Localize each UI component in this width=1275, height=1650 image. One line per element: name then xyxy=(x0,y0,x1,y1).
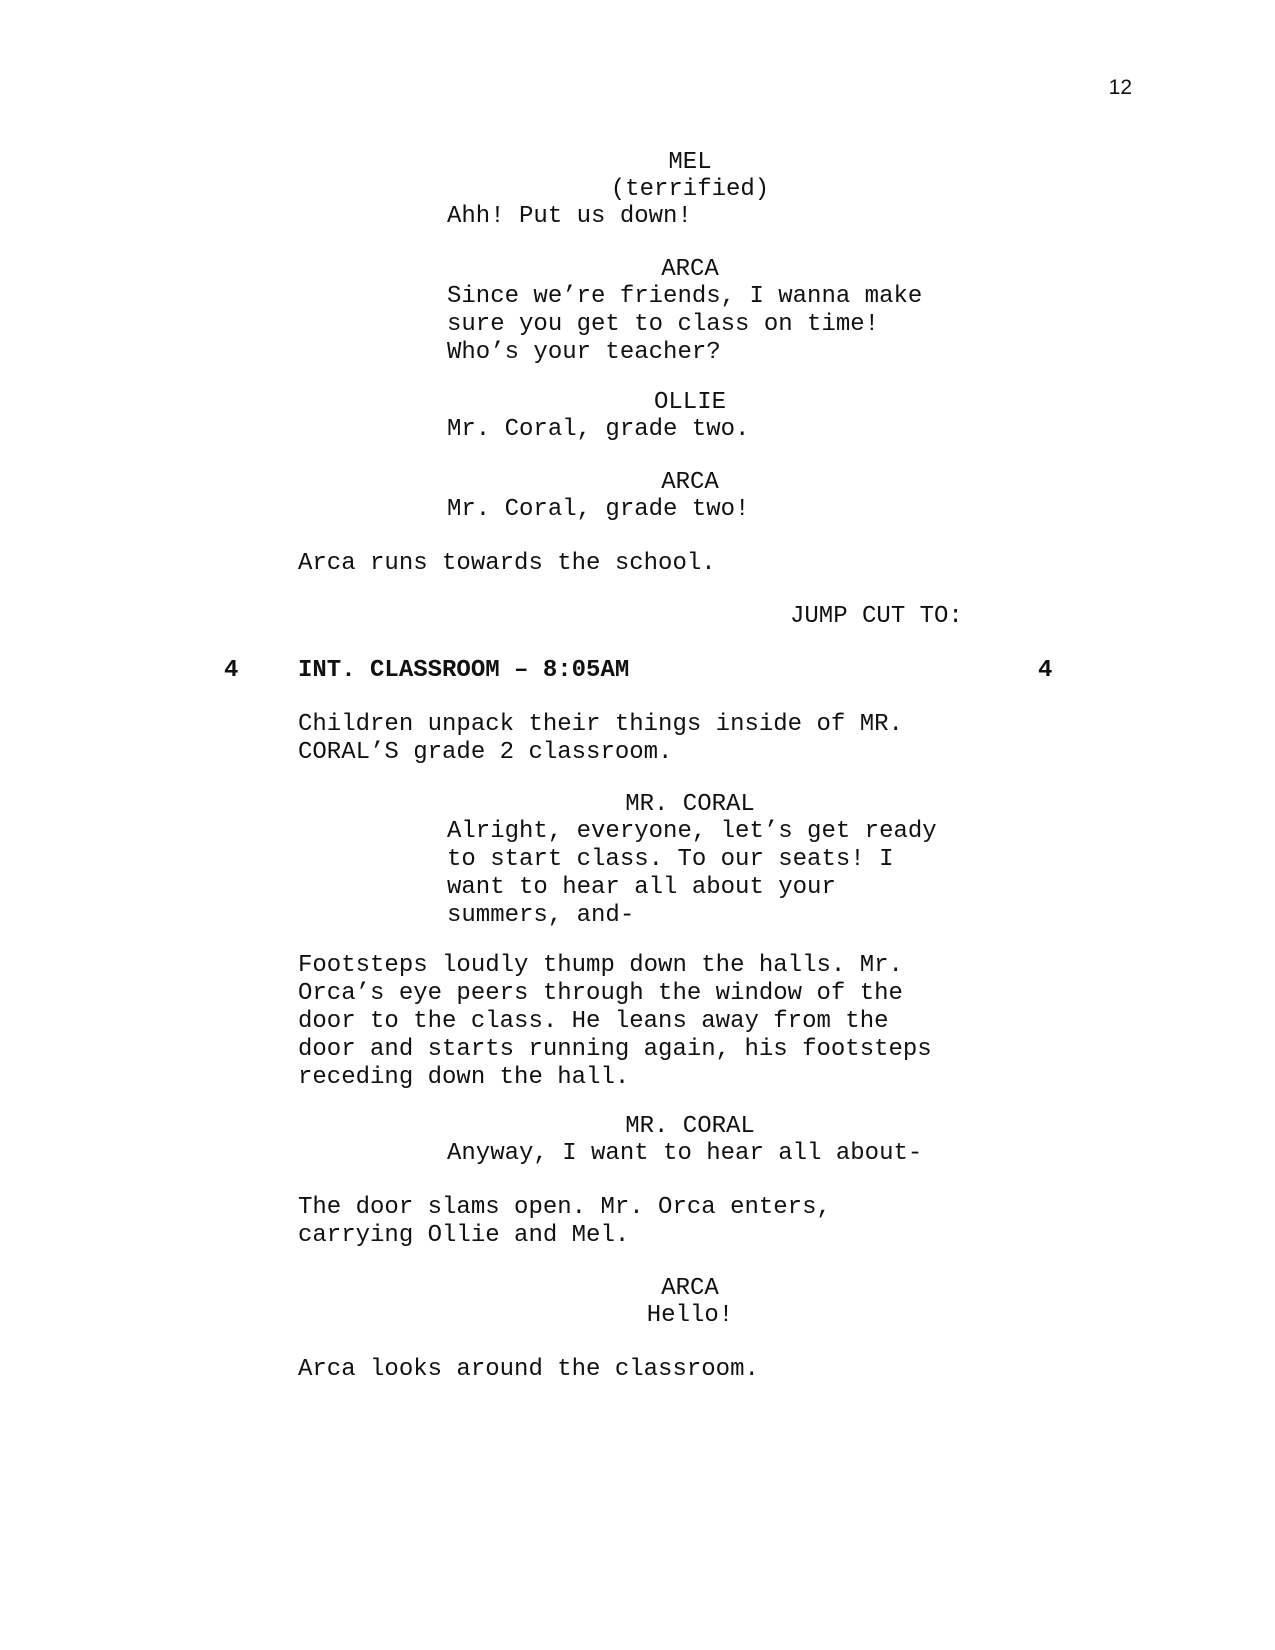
action-line: Arca runs towards the school. xyxy=(298,550,716,577)
action-line: Children unpack their things inside of MR. xyxy=(298,711,903,738)
dialogue-block xyxy=(447,416,967,444)
dialogue-block xyxy=(447,496,967,524)
scene-number-right: 4 xyxy=(1038,657,1053,684)
scene-number-left: 4 xyxy=(224,657,239,684)
action-line: receding down the hall. xyxy=(298,1064,630,1091)
dialogue-line: Since we’re friends, I wanna make xyxy=(447,283,923,310)
dialogue-line: want to hear all about your xyxy=(447,874,836,901)
dialogue-block xyxy=(447,1140,967,1168)
action-line: CORAL’S grade 2 classroom. xyxy=(298,739,673,766)
action-block xyxy=(298,711,998,767)
action-line: Footsteps loudly thump down the halls. Mr. xyxy=(298,952,903,979)
character-name: OLLIE xyxy=(653,389,726,416)
dialogue-block xyxy=(447,203,967,231)
dialogue-line: Anyway, I want to hear all about- xyxy=(447,1140,923,1167)
dialogue-block xyxy=(447,283,967,367)
dialogue-block xyxy=(447,818,967,930)
dialogue-line: Who’s your teacher? xyxy=(447,339,721,366)
dialogue-line: sure you get to class on time! xyxy=(447,311,880,338)
character-name: MEL xyxy=(668,149,712,176)
action-line: The door slams open. Mr. Orca enters, xyxy=(298,1194,831,1221)
dialogue-line: Ahh! Put us down! xyxy=(447,203,692,230)
dialogue-line: Alright, everyone, let’s get ready xyxy=(447,818,937,845)
character-name: ARCA xyxy=(661,469,719,496)
action-block xyxy=(298,1356,998,1384)
action-line: Arca looks around the classroom. xyxy=(298,1356,759,1383)
action-line: carrying Ollie and Mel. xyxy=(298,1222,630,1249)
dialogue-line: Mr. Coral, grade two! xyxy=(447,496,750,523)
dialogue-line: to start class. To our seats! I xyxy=(447,846,894,873)
transition: JUMP CUT TO: xyxy=(790,603,963,630)
action-block xyxy=(298,550,998,578)
dialogue-line: Mr. Coral, grade two. xyxy=(447,416,750,443)
action-line: Orca’s eye peers through the window of the xyxy=(298,980,903,1007)
action-line: door to the class. He leans away from the xyxy=(298,1008,889,1035)
dialogue-line: Hello! xyxy=(646,1302,734,1329)
action-line: door and starts running again, his footsteps xyxy=(298,1036,932,1063)
character-name: MR. CORAL xyxy=(625,791,755,818)
action-block xyxy=(298,1194,998,1250)
dialogue-line: summers, and- xyxy=(447,902,635,929)
action-block xyxy=(298,952,998,1092)
parenthetical: (terrified) xyxy=(610,176,770,203)
character-name: ARCA xyxy=(661,256,719,283)
character-name: MR. CORAL xyxy=(625,1113,755,1140)
character-name: ARCA xyxy=(661,1275,719,1302)
page-number: 12 xyxy=(1108,76,1132,99)
scene-heading: INT. CLASSROOM – 8:05AM xyxy=(298,657,630,684)
